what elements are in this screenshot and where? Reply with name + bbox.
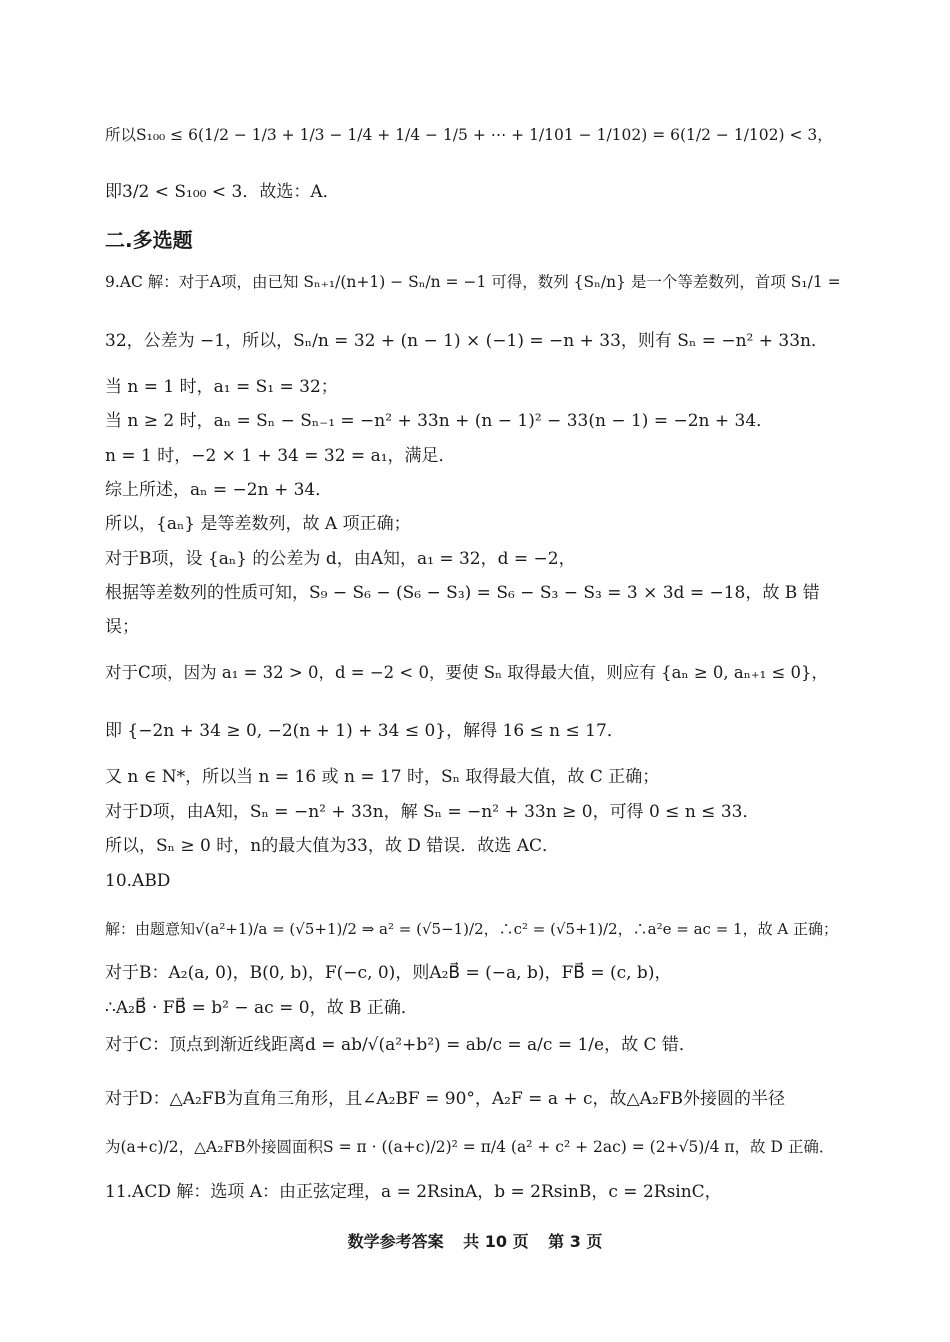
- text-line: 所以，{aₙ} 是等差数列，故 A 项正确；: [105, 514, 411, 534]
- text-line: 对于B项，设 {aₙ} 的公差为 d，由A知，a₁ = 32，d = −2，: [105, 549, 576, 569]
- text-line: 9.AC 解：对于A项，由已知 Sₙ₊₁/(n+1) − Sₙ/n = −1 可得，数列 {Sₙ/n} 是一个等差数列，首项 S₁/1 =: [105, 273, 841, 291]
- text-line: 11.ACD 解：选项 A：由正弦定理，a = 2RsinA，b = 2RsinB，c = 2RsinC，: [105, 1182, 722, 1202]
- text-line: 即 {−2n + 34 ≥ 0, −2(n + 1) + 34 ≤ 0}，解得 16 ≤ n ≤ 17．: [105, 721, 624, 741]
- text-line: 32，公差为 −1，所以，Sₙ/n = 32 + (n − 1) × (−1) = −n + 33，则有 Sₙ = −n² + 33n．: [105, 331, 828, 351]
- text-line: ∴A₂B⃗ · FB⃗ = b² − ac = 0，故 B 正确．: [105, 998, 418, 1018]
- footer-page-number: 第 3 页: [548, 1232, 603, 1251]
- text-line: 当 n ≥ 2 时，aₙ = Sₙ − Sₙ₋₁ = −n² + 33n + (n − 1)² − 33(n − 1) = −2n + 34．: [105, 411, 774, 431]
- text-line: 综上所述，aₙ = −2n + 34．: [105, 480, 333, 500]
- footer-total-pages: 共 10 页: [463, 1232, 529, 1251]
- text-line: 又 n ∈ N*，所以当 n = 16 或 n = 17 时，Sₙ 取得最大值，故 C 正确；: [105, 767, 660, 787]
- footer-subject: 数学参考答案: [347, 1232, 444, 1251]
- text-line: 根据等差数列的性质可知，S₉ − S₆ − (S₆ − S₃) = S₆ − S₃ − S₃ = 3 × 3d = −18，故 B 错: [105, 583, 820, 603]
- section-title: 二.多选题: [105, 228, 193, 252]
- text-line: 所以，Sₙ ≥ 0 时，n的最大值为33，故 D 错误．故选 AC．: [105, 836, 559, 856]
- text-line: 为(a+c)/2，△A₂FB外接圆面积S = π · ((a+c)/2)² = π/4 (a² + c² + 2ac) = (2+√5)/4 π，故 D 正确．: [105, 1138, 835, 1156]
- text-line: n = 1 时，−2 × 1 + 34 = 32 = a₁，满足．: [105, 446, 456, 466]
- text-line: 误；: [105, 617, 139, 637]
- text-line: 即3/2 < S₁₀₀ < 3．故选：A．: [105, 182, 340, 202]
- text-line: 所以S₁₀₀ ≤ 6(1/2 − 1/3 + 1/3 − 1/4 + 1/4 − 1/5 + ⋯ + 1/101 − 1/102) = 6(1/2 − 1/102) < 3，: [105, 126, 833, 144]
- text-line: 对于D项，由A知，Sₙ = −n² + 33n，解 Sₙ = −n² + 33n ≥ 0，可得 0 ≤ n ≤ 33．: [105, 802, 760, 822]
- text-line: 当 n = 1 时，a₁ = S₁ = 32；: [105, 377, 338, 397]
- page-footer: [0, 1229, 950, 1252]
- text-line: 10.ABD: [105, 871, 171, 891]
- text-line: 对于D：△A₂FB为直角三角形，且∠A₂BF = 90°，A₂F = a + c，故△A₂FB外接圆的半径: [105, 1089, 785, 1109]
- text-line: 解：由题意知√(a²+1)/a = (√5+1)/2 ⇒ a² = (√5−1)/2，∴c² = (√5+1)/2，∴a²e = ac = 1，故 A 正确；: [105, 920, 838, 938]
- text-line: 对于C项，因为 a₁ = 32 > 0，d = −2 < 0，要使 Sₙ 取得最大值，则应有 {aₙ ≥ 0, aₙ₊₁ ≤ 0}，: [105, 663, 829, 682]
- text-line: 对于B：A₂(a, 0)，B(0, b)，F(−c, 0)，则A₂B⃗ = (−a, b)，FB⃗ = (c, b)，: [105, 963, 672, 983]
- text-line: 对于C：顶点到渐近线距离d = ab/√(a²+b²) = ab/c = a/c = 1/e，故 C 错．: [105, 1035, 696, 1055]
